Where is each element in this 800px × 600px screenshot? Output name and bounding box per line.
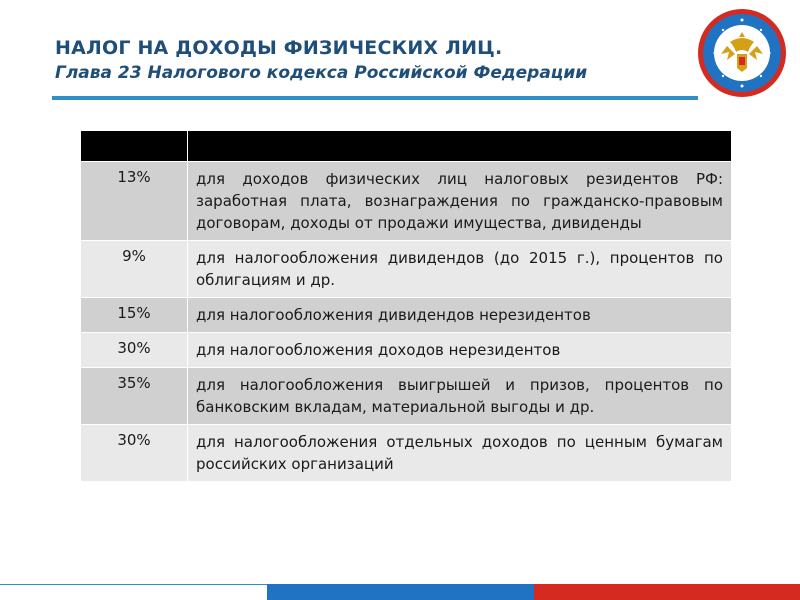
rate-cell: 30% [81, 333, 188, 368]
table-header-cell-description [188, 131, 732, 162]
footer-color-bar [0, 584, 800, 600]
page-subtitle: Глава 23 Налогового кодекса Российской Федерации [55, 63, 588, 83]
rate-cell: 35% [81, 368, 188, 425]
description-cell: для налогообложения отдельных доходов по ценным бумагам российских организаций [188, 425, 732, 482]
description-cell: для налогообложения выигрышей и призов, процентов по банковским вкладам, материальной выгоды и др. [188, 368, 732, 425]
table-header-cell-rate [81, 131, 188, 162]
description-cell: для налогообложения дивидендов (до 2015 г.), процентов по облигациям и др. [188, 241, 732, 298]
table-row [81, 333, 732, 368]
table-row [81, 241, 732, 298]
tax-rates-table [80, 130, 732, 482]
title-divider [52, 96, 698, 100]
table-header-row [81, 131, 732, 162]
table-row [81, 368, 732, 425]
description-cell: для доходов физических лиц налоговых резидентов РФ: заработная плата, вознаграждения по гражданско-правовым договорам, доходы от продажи имущества, дивиденды [188, 162, 732, 241]
fns-emblem-icon [697, 8, 787, 98]
footer-white-segment [0, 584, 267, 600]
table-row [81, 162, 732, 241]
title-block [55, 36, 695, 85]
description-cell: для налогообложения доходов нерезидентов [188, 333, 732, 368]
rate-cell: 30% [81, 425, 188, 482]
footer-red-segment [534, 584, 800, 600]
rate-cell: 13% [81, 162, 188, 241]
footer-blue-segment [267, 584, 534, 600]
table-row [81, 425, 732, 482]
rate-cell: 15% [81, 298, 188, 333]
table-row [81, 298, 732, 333]
rate-cell: 9% [81, 241, 188, 298]
page-title: НАЛОГ НА ДОХОДЫ ФИЗИЧЕСКИХ ЛИЦ. [55, 37, 503, 59]
description-cell: для налогообложения дивидендов нерезидентов [188, 298, 732, 333]
